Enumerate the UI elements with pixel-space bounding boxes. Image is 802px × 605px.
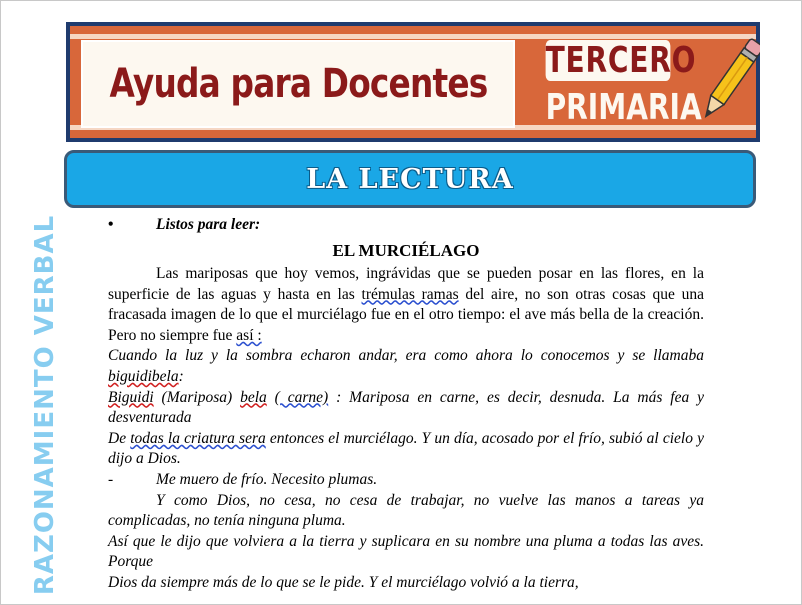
text-run: Cuando la luz y la sombra echaron andar, era como ahora lo conocemos y se llamaba [108,347,704,365]
text-run: bela [240,388,267,406]
document-body [108,215,704,594]
grade-label [528,36,702,131]
dialogue-text: Me muero de frío. Necesito plumas. [156,470,378,488]
side-label: RAZONAMIENTO VERBAL [30,214,60,596]
text-run [267,389,275,406]
pencil-icon [700,32,760,132]
text-run: De [108,429,131,447]
text-run: entonces el murciélago. Y un día, acosado por el frío, subió al cielo y dijo a Dios. [108,429,704,468]
text-run: trémulas ramas [361,285,459,303]
text-run: : Mariposa en carne, es decir, desnuda. La más fea y desventurada [108,388,704,427]
paragraph-6: Así que le dijo que volviera a la tierra y suplicara en su nombre una pluma a todas las aves. Porque [108,532,704,571]
text-run: del aire, no son otras cosas que una fracasada imagen de lo que el murciélago fue en el otro tiempo: el ave más bella de la creación. Pero no siempre fue [108,285,704,344]
section-title: LA LECTURA [306,163,514,195]
paragraph-4 [108,429,704,470]
story-heading: EL MURCIÉLAGO [332,241,480,260]
bullet-item [108,215,704,237]
side-label-box [20,214,70,596]
text-run: Biguidi [108,388,154,406]
text-run: : [178,367,184,385]
header-banner [66,22,760,142]
text-run: biguidibela [108,367,179,385]
dialogue-line [108,470,704,491]
text-run: Las mariposas que hoy vemos, ingrávidas que se pueden posar en las flores, en la superficie de las aguas y hasta en las [108,265,704,303]
paragraph-3 [108,388,704,429]
text-run: ( carne) [274,388,329,406]
text-run: así : [236,326,262,344]
banner-inner [70,26,756,138]
grade-line-2: PRIMARIA [545,87,702,128]
grade-line-1: TERCERO [545,40,697,81]
text-run: todas la criatura sera [130,429,266,447]
banner-title: Ayuda para Docentes [109,61,487,107]
paragraph-1 [108,264,704,346]
paragraph-2 [108,346,704,387]
text-run: (Mariposa) [153,388,241,406]
paragraph-7: Dios da siempre más de lo que se le pide. Y el murciélago volvió a la tierra, [108,573,579,591]
bullet-text: Listos para leer: [156,216,261,233]
paragraph-5: Y como Dios, no cesa, no cesa de trabajar, no vuelve las manos a tareas ya complicadas, no tenía ninguna pluma. [108,491,704,530]
bullet-marker: • [108,216,114,233]
section-title-bar [64,150,756,208]
dash-marker: - [108,470,114,488]
banner-title-box [81,40,515,128]
